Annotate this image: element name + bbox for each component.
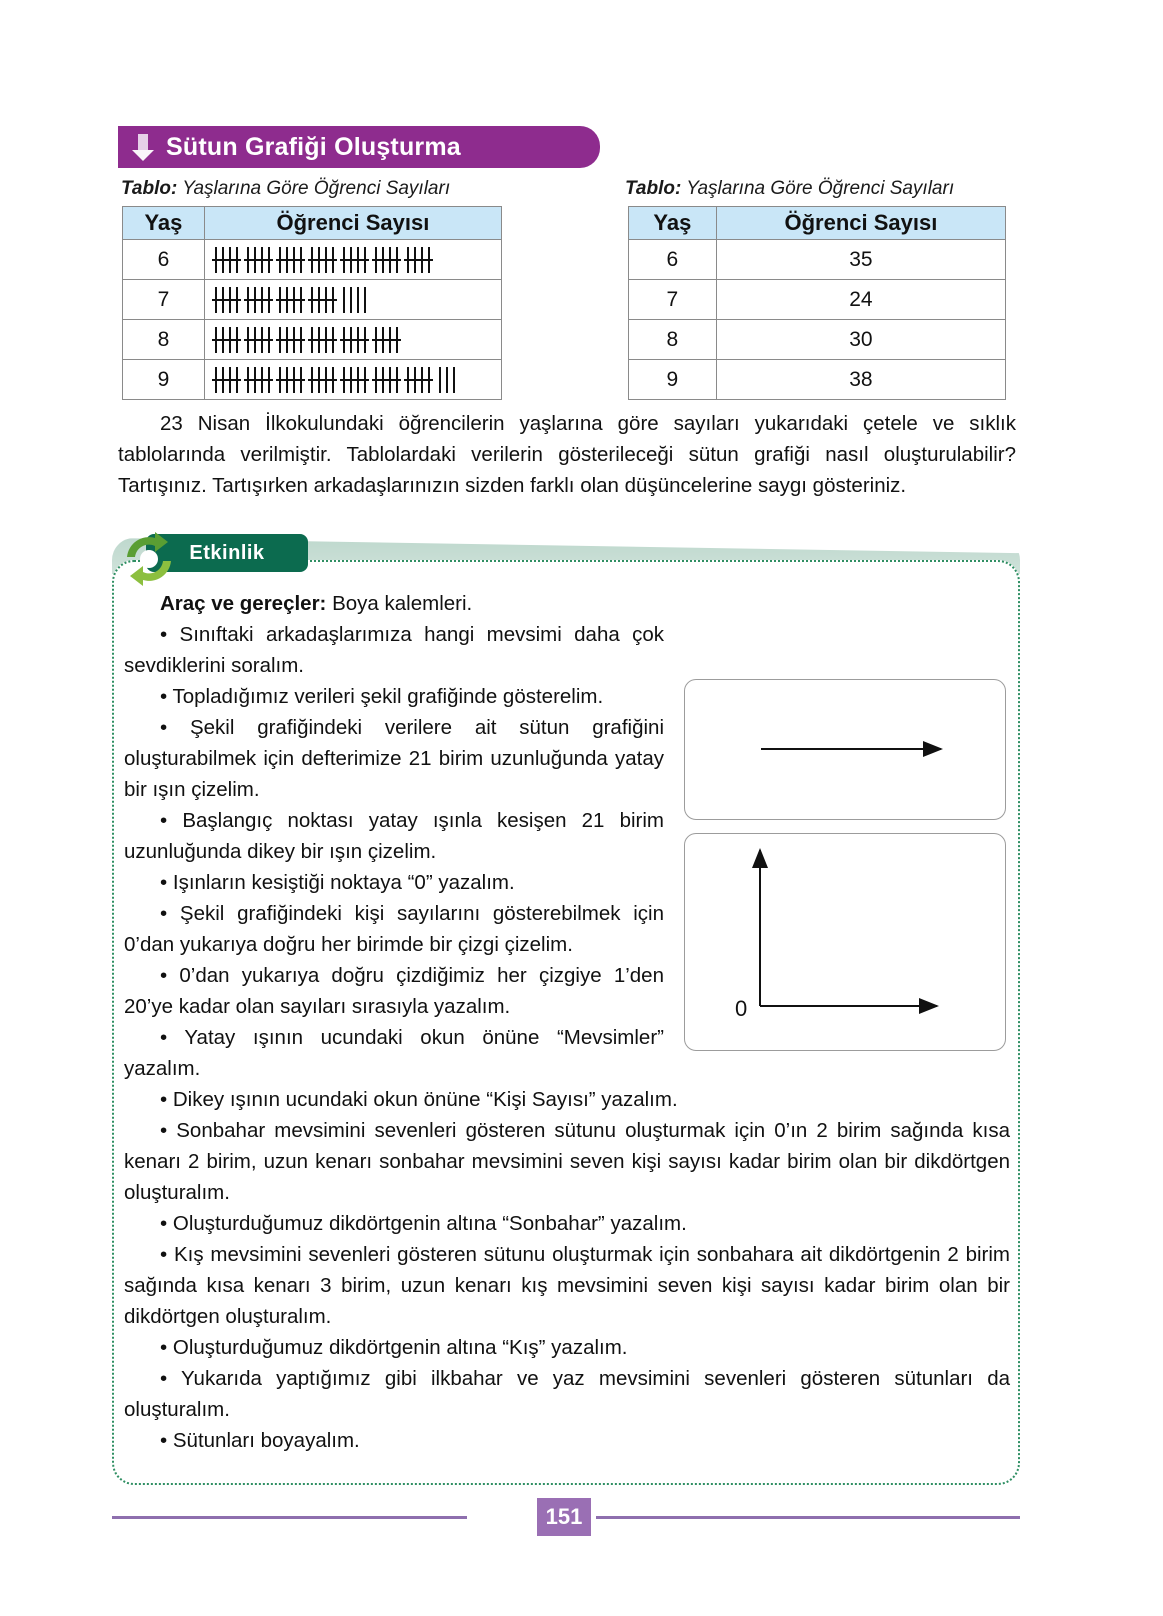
activity-item: • Kış mevsimini sevenleri gösteren sütunu oluşturmak için sonbahara ait dikdörtgenin 2 birim sağında kısa kenarı 3 birim, uzun kenarı kış mevsimini seven kişi sayısı kadar birim olan bir dikdörtgen oluşturalım. [124, 1243, 1010, 1328]
axes-svg [685, 834, 1005, 1049]
freq-cell-age: 9 [629, 360, 717, 400]
tally-table [122, 206, 502, 400]
freq-cell-age: 6 [629, 240, 717, 280]
diagram-axes-with-origin [684, 833, 1006, 1051]
tally-mark-group [439, 367, 455, 393]
tally-mark-group [215, 367, 238, 393]
tally-mark-group [279, 287, 302, 313]
tally-mark-group [247, 247, 270, 273]
tally-mark-group [375, 367, 398, 393]
materials-label: Araç ve gereçler: [160, 592, 327, 615]
tally-cell-age: 9 [123, 360, 205, 400]
frequency-table [628, 206, 1006, 400]
tally-mark-group [215, 287, 238, 313]
tally-mark-group [407, 247, 430, 273]
activity-tab-label: Etkinlik [189, 541, 265, 564]
table-row [629, 240, 1006, 280]
tally-cell-age: 8 [123, 320, 205, 360]
tally-cell-marks [204, 360, 501, 400]
page-number-badge: 151 [537, 1498, 591, 1536]
tally-mark-group [247, 327, 270, 353]
freq-cell-count: 35 [716, 240, 1005, 280]
table-row [123, 280, 502, 320]
tally-cell-age: 7 [123, 280, 205, 320]
diagram-horizontal-ray [684, 679, 1006, 820]
tally-cell-marks [204, 240, 501, 280]
section-title: Sütun Grafiği Oluşturma [166, 132, 461, 161]
footer-rule-right [596, 1516, 1020, 1519]
activity-materials-line [124, 588, 664, 619]
activity-item: • Oluşturduğumuz dikdörtgenin altına “Kış” yazalım. [160, 1336, 628, 1359]
activity-item: • Sınıftaki arkadaşlarımıza hangi mevsimi daha çok sevdiklerini soralım. [124, 623, 664, 677]
tally-mark-group [279, 247, 302, 273]
origin-label: 0 [735, 996, 748, 1021]
tally-mark-group [343, 287, 366, 313]
activity-item: • Sonbahar mevsimini sevenleri gösteren sütunu oluşturmak için 0’ın 2 birim sağında kısa kenarı 2 birim, uzun kenarı sonbahar mevsimini seven kişi sayısı kadar birim olan bir dikdörtgen oluşturalım. [124, 1119, 1010, 1204]
tally-mark-group [343, 247, 366, 273]
tally-mark-group [311, 287, 334, 313]
freq-header-age: Yaş [629, 207, 717, 240]
freq-cell-age: 8 [629, 320, 717, 360]
activity-item: • Şekil grafiğindeki verilere ait sütun grafiğini oluşturabilmek için defterimize 21 birim uzunluğunda yatay bir ışın çizelim. [124, 716, 664, 801]
tally-header-count: Öğrenci Sayısı [204, 207, 501, 240]
activity-item: • Başlangıç noktası yatay ışınla kesişen 21 birim uzunluğunda dikey bir ışın çizelim. [124, 809, 664, 863]
table-header-row [629, 207, 1006, 240]
freq-cell-count: 38 [716, 360, 1005, 400]
activity-item: • Yukarıda yaptığımız gibi ilkbahar ve yaz mevsimini sevenleri gösteren sütunları da oluşturalım. [124, 1367, 1010, 1421]
freq-cell-count: 24 [716, 280, 1005, 320]
activity-item: • Oluşturduğumuz dikdörtgenin altına “Sonbahar” yazalım. [160, 1212, 687, 1235]
frequency-table-caption [625, 178, 954, 200]
tally-mark-group [279, 367, 302, 393]
table-header-row [123, 207, 502, 240]
recycle-arrows-icon [118, 528, 180, 590]
intro-paragraph: 23 Nisan İlkokulundaki öğrencilerin yaşlarına göre sayıları yukarıdaki çetele ve sıklık tablolarında verilmiştir. Tablolardaki verilerin gösterileceği sütun grafiği nasıl oluşturulabilir? Tartışınız. Tartışırken arkadaşlarınızın sizden farklı olan düşüncelerine saygı gösteriniz. [118, 412, 1016, 497]
tally-caption-label: Tablo: [121, 178, 178, 199]
activity-item: • Yatay ışının ucundaki okun önüne “Mevsimler” yazalım. [124, 1026, 664, 1080]
tally-mark-group [375, 327, 398, 353]
tally-mark-group [311, 367, 334, 393]
tally-caption-text: Yaşlarına Göre Öğrenci Sayıları [177, 178, 451, 199]
tally-mark-group [279, 327, 302, 353]
tally-cell-age: 6 [123, 240, 205, 280]
freq-caption-text: Yaşlarına Göre Öğrenci Sayıları [681, 178, 955, 199]
footer-rule-left [112, 1516, 467, 1519]
freq-cell-count: 30 [716, 320, 1005, 360]
activity-item: • Şekil grafiğindeki kişi sayılarını gösterebilmek için 0’dan yukarıya doğru her birimde bir çizgi çizelim. [124, 902, 664, 956]
table-row [123, 320, 502, 360]
tally-mark-group [343, 327, 366, 353]
freq-caption-label: Tablo: [625, 178, 682, 199]
tally-mark-group [311, 327, 334, 353]
freq-header-count: Öğrenci Sayısı [716, 207, 1005, 240]
activity-item: • Sütunları boyayalım. [160, 1429, 360, 1452]
tally-mark-group [343, 367, 366, 393]
tally-cell-marks [204, 280, 501, 320]
freq-cell-age: 7 [629, 280, 717, 320]
table-row [123, 360, 502, 400]
tally-header-age: Yaş [123, 207, 205, 240]
materials-value: Boya kalemleri. [326, 592, 473, 615]
table-row [629, 320, 1006, 360]
tally-mark-group [247, 287, 270, 313]
activity-item: • Topladığımız verileri şekil grafiğinde gösterelim. [160, 685, 604, 708]
tally-table-caption [121, 178, 450, 200]
activity-item: • Dikey ışının ucundaki okun önüne “Kişi Sayısı” yazalım. [160, 1088, 678, 1111]
down-arrow-icon [130, 132, 156, 162]
tally-mark-group [311, 247, 334, 273]
table-row [629, 360, 1006, 400]
tally-cell-marks [204, 320, 501, 360]
table-row [629, 280, 1006, 320]
tally-mark-group [215, 247, 238, 273]
horizontal-ray-svg [685, 680, 1005, 818]
activity-item: • 0’dan yukarıya doğru çizdiğimiz her çizgiye 1’den 20’ye kadar olan sayıları sırasıyla yazalım. [124, 964, 664, 1018]
table-row [123, 240, 502, 280]
tally-mark-group [375, 247, 398, 273]
tally-mark-group [407, 367, 430, 393]
tally-mark-group [247, 367, 270, 393]
activity-item: • Işınların kesiştiği noktaya “0” yazalım. [160, 871, 515, 894]
section-header-banner [118, 126, 600, 168]
tally-mark-group [215, 327, 238, 353]
